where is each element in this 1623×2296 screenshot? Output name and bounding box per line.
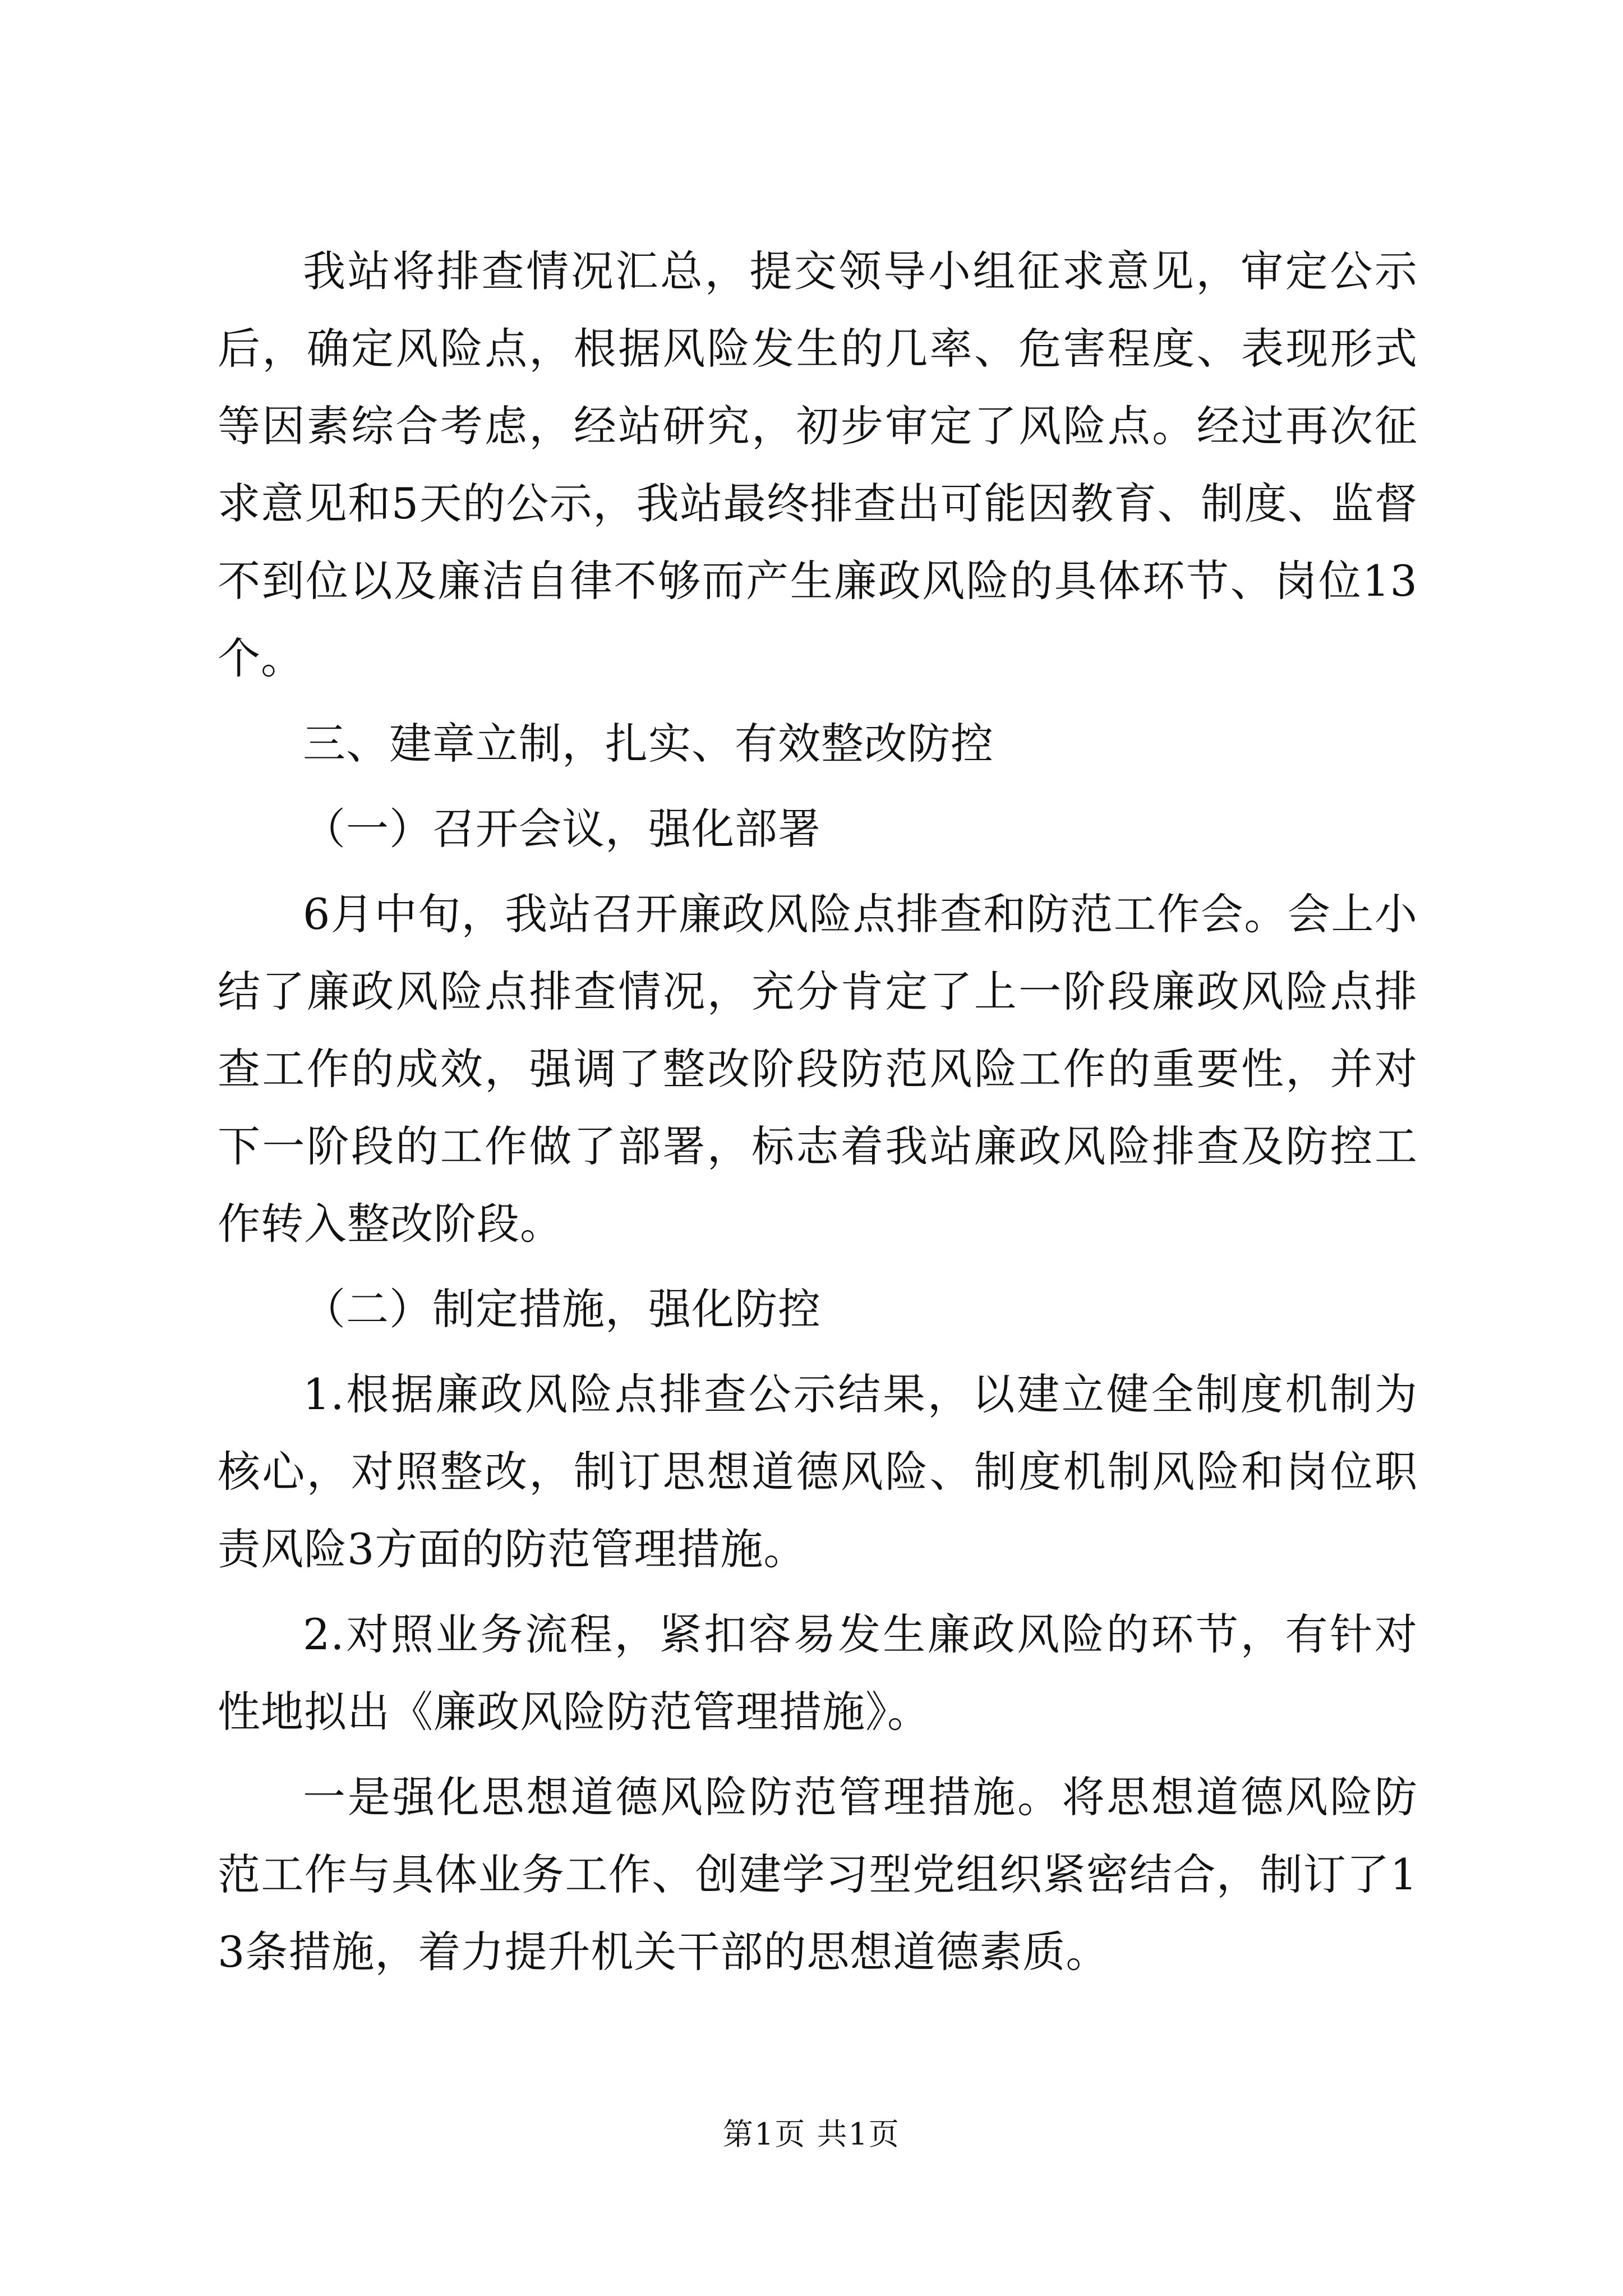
paragraph-june-meeting: 6月中旬，我站召开廉政风险点排查和防范工作会。会上小结了廉政风险点排查情况，充分肯定了上一阶段廉政风险点排查工作的成效，强调了整改阶段防范风险工作的重要性，并对下一阶段的工作做了部署，标志着我站廉政风险排查及防控工作转入整改阶段。 xyxy=(218,889,1418,1249)
document-body xyxy=(218,233,1418,1991)
section-heading-three: 三、建章立制，扎实、有效整改防控 xyxy=(303,719,994,769)
page-footer: 第1页 共1页 xyxy=(723,2116,900,2152)
paragraph-item-1: 1.根据廉政风险点排查公示结果，以建立健全制度机制为核心，对照整改，制订思想道德风险、制度机制风险和岗位职责风险3方面的防范管理措施。 xyxy=(218,1369,1418,1574)
paragraph-item-2: 2.对照业务流程，紧扣容易发生廉政风险的环节，有针对性地拟出《廉政风险防范管理措施》。 xyxy=(218,1609,1418,1737)
paragraph-risk-summary: 我站将排查情况汇总，提交领导小组征求意见，审定公示后，确定风险点，根据风险发生的几率、危害程度、表现形式等因素综合考虑，经站研究，初步审定了风险点。经过再次征求意见和5天的公示，我站最终排查出可能因教育、制度、监督不到位以及廉洁自律不够而产生廉政风险的具体环节、岗位13个。 xyxy=(218,246,1418,683)
subheading-two: （二）制定措施，强化防控 xyxy=(303,1284,821,1334)
subheading-one: （一）召开会议，强化部署 xyxy=(303,804,821,854)
paragraph-measure-one: 一是强化思想道德风险防范管理措施。将思想道德风险防范工作与具体业务工作、创建学习型党组织紧密结合，制订了13条措施，着力提升机关干部的思想道德素质。 xyxy=(218,1772,1418,1977)
